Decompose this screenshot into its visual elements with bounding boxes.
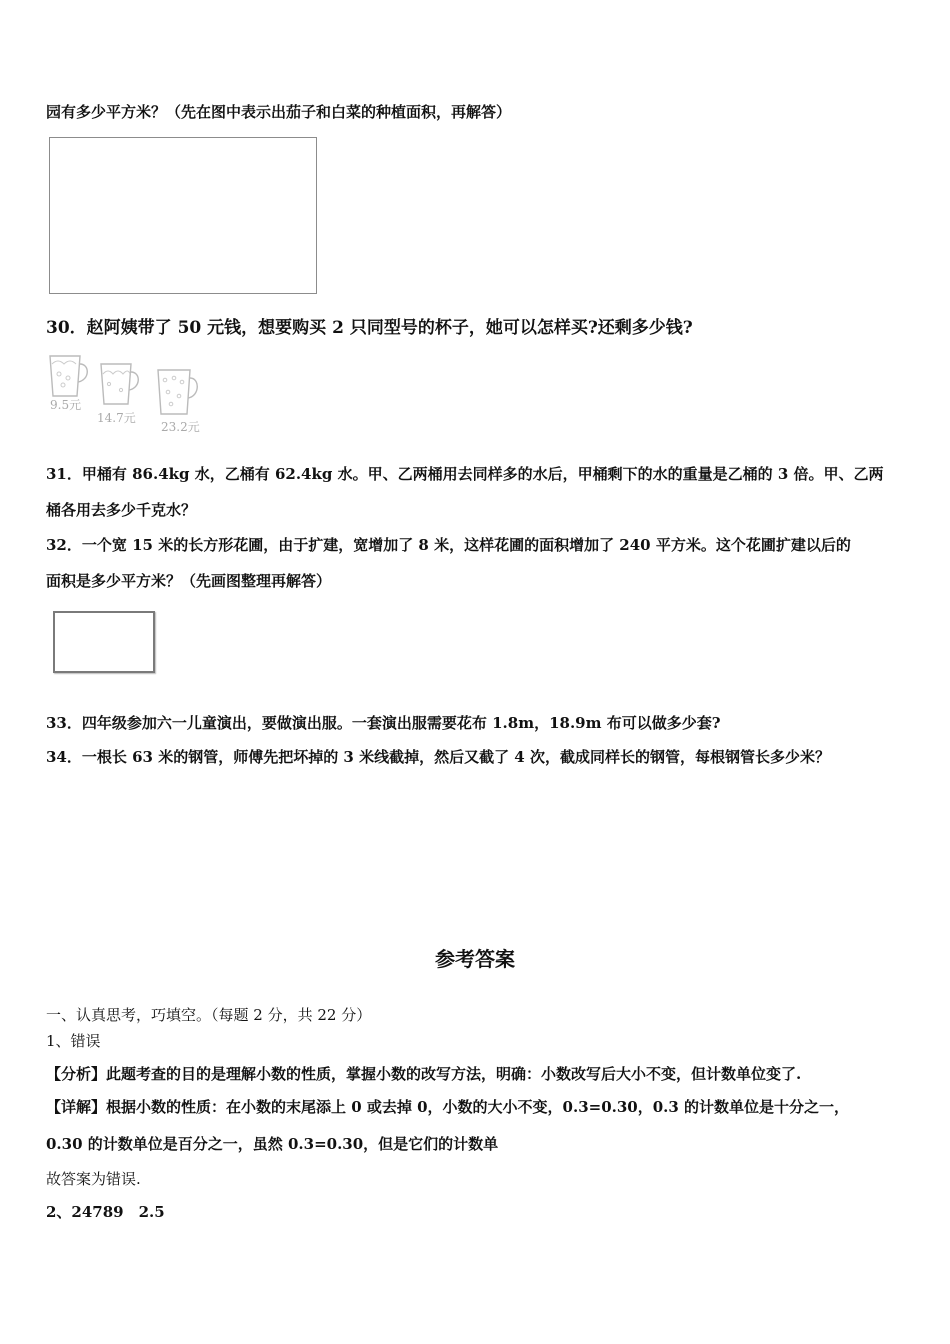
question-34-text: 34．一根长 63 米的钢管，师傅先把坏掉的 3 米线截掉，然后又截了 4 次，截成同样长的钢管，每根钢管长多少米？ (46, 748, 830, 766)
answer-2: 2、24789 2.5 (46, 1203, 165, 1221)
answers-title: 参考答案 (435, 947, 515, 971)
question-31-line1: 31．甲桶有 86.4kg 水，乙桶有 62.4kg 水。甲、乙两桶用去同样多的水后，甲桶剩下的水的重量是乙桶的 3 倍。甲、乙两 (46, 465, 884, 483)
question-29-tail: 园有多少平方米？（先在图中表示出茄子和白菜的种植面积，再解答） (46, 103, 512, 121)
question-33-text: 33．四年级参加六一儿童演出，要做演出服。一套演出服需要花布 1.8m，18.9m 布可以做多少套? (46, 714, 721, 732)
question-32-line1: 32．一个宽 15 米的长方形花圃，由于扩建，宽增加了 8 米，这样花圃的面积增加了 240 平方米。这个花圃扩建以后的 (46, 536, 851, 554)
question-31-line2: 桶各用去多少千克水？ (46, 501, 197, 519)
cup-price-1: 9.5元 (50, 398, 82, 412)
cup-icon (97, 360, 143, 408)
garden-diagram-box (49, 137, 317, 294)
question-30-text: 30．赵阿姨带了 50 元钱，想要购买 2 只同型号的杯子，她可以怎样买?还剩多少钱? (46, 318, 693, 338)
question-32-line2: 面积是多少平方米？（先画图整理再解答） (46, 572, 332, 590)
answer-1-conclusion: 故答案为错误. (46, 1170, 141, 1188)
answer-1: 1、错误 (46, 1032, 101, 1050)
answer-1-analysis: 【分析】此题考查的目的是理解小数的性质，掌握小数的改写方法，明确：小数改写后大小不变，但计数单位变了. (46, 1065, 802, 1083)
cup-icon (46, 352, 92, 400)
flowerbed-diagram-box (53, 611, 155, 673)
answer-1-detail-2: 0.30 的计数单位是百分之一，虽然 0.3=0.30，但是它们的计数单 (46, 1135, 499, 1153)
answers-section-1: 一、认真思考，巧填空。（每题 2 分，共 22 分） (46, 1006, 372, 1024)
cup-price-2: 14.7元 (97, 411, 136, 425)
cup-price-3: 23.2元 (161, 420, 200, 434)
answer-1-detail-1: 【详解】根据小数的性质：在小数的末尾添上 0 或去掉 0，小数的大小不变，0.3=0.30，0.3 的计数单位是十分之一， (46, 1098, 850, 1116)
cup-icon (154, 366, 202, 418)
